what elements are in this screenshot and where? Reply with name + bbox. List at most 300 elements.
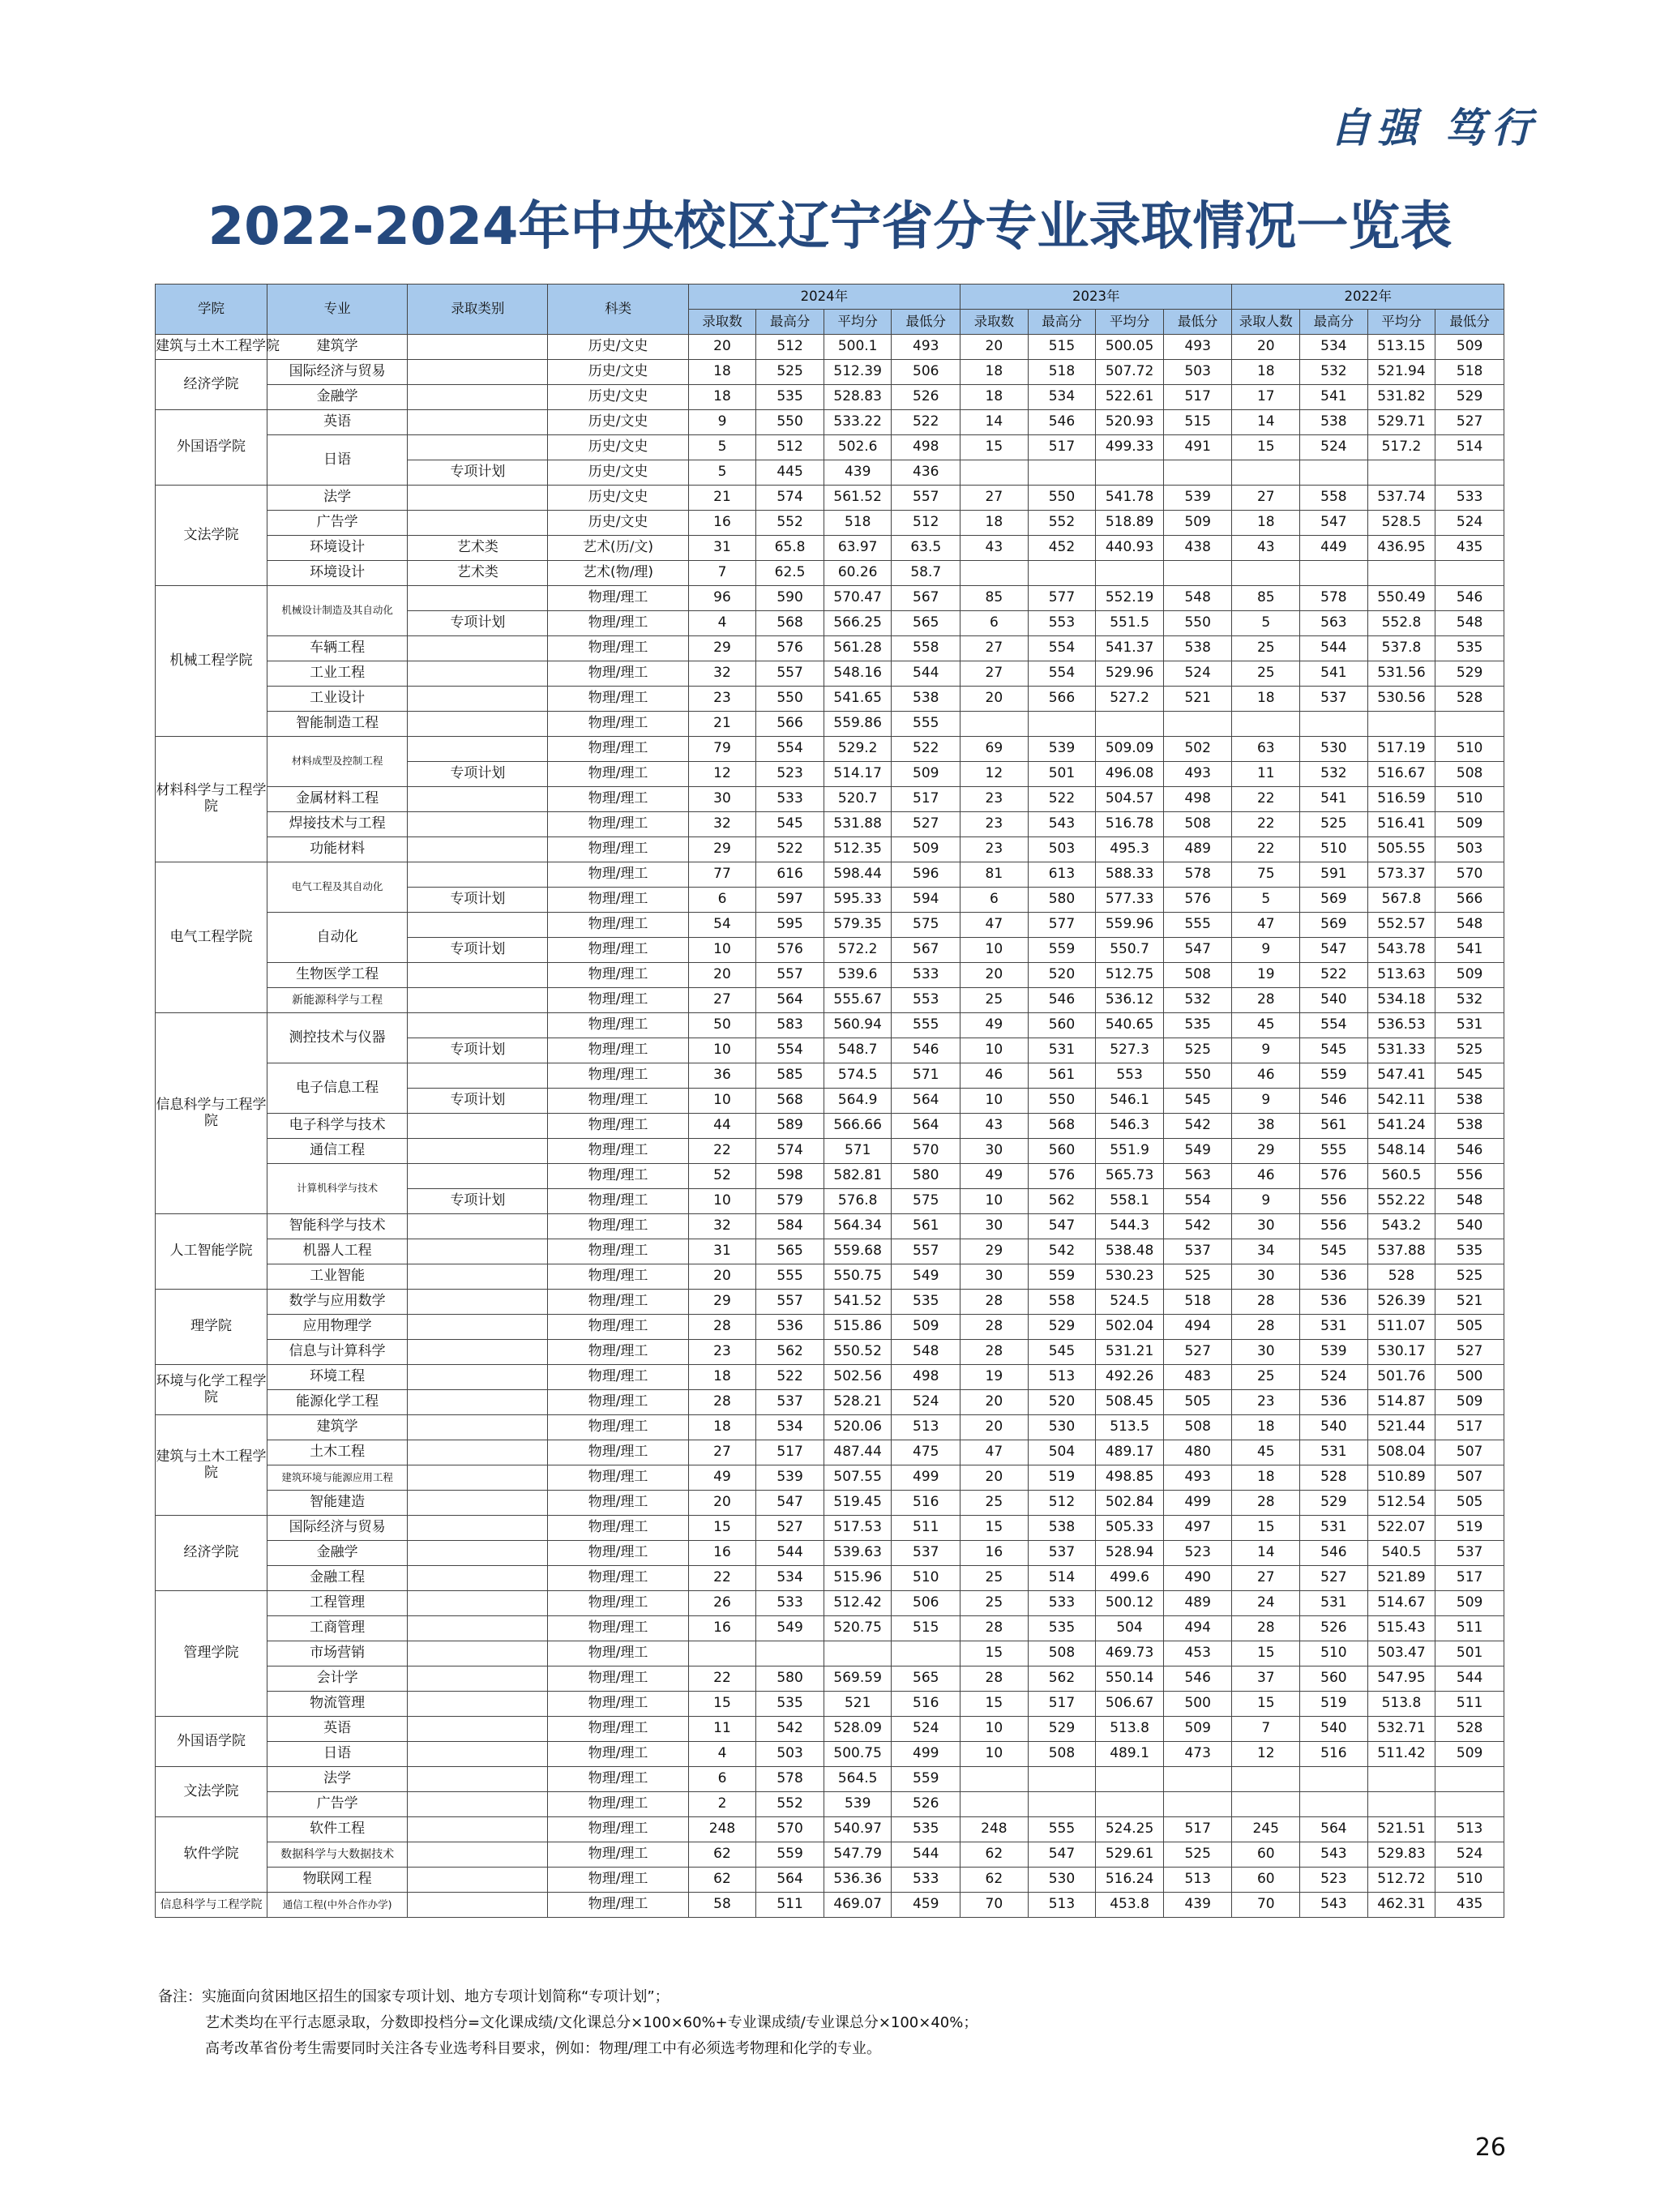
y24-avg-cell: 560.94 — [824, 1013, 892, 1038]
major-cell: 车辆工程 — [267, 636, 407, 661]
y24-min-cell: 555 — [892, 712, 960, 737]
y24-avg-cell: 536.36 — [824, 1868, 892, 1893]
y22-avg-cell: 526.39 — [1367, 1290, 1435, 1315]
subject-cell: 物理/理工 — [548, 1013, 688, 1038]
category-cell — [408, 385, 548, 410]
table-row — [156, 1440, 1504, 1465]
y23-count-cell: 28 — [960, 1290, 1029, 1315]
y24-avg-cell: 576.8 — [824, 1189, 892, 1214]
y24-min-cell: 548 — [892, 1340, 960, 1365]
y24-count-cell: 32 — [688, 661, 756, 687]
y24-max-cell: 517 — [756, 1440, 824, 1465]
y23-avg-cell: 516.78 — [1096, 812, 1164, 837]
y24-max-cell: 62.5 — [756, 561, 824, 586]
y23-max-cell: 535 — [1028, 1616, 1096, 1641]
y24-count-cell: 18 — [688, 1365, 756, 1390]
y22-max-cell: 554 — [1300, 1013, 1368, 1038]
y23-min-cell: 493 — [1163, 762, 1232, 787]
table-row — [156, 812, 1504, 837]
y24-min-cell: 506 — [892, 360, 960, 385]
y23-min-cell: 549 — [1163, 1139, 1232, 1164]
subject-cell: 物理/理工 — [548, 1616, 688, 1641]
y22-count-cell: 15 — [1232, 1692, 1300, 1717]
y23-avg-cell: 489.17 — [1096, 1440, 1164, 1465]
y22-avg-cell — [1367, 712, 1435, 737]
y22-avg-cell: 528 — [1367, 1264, 1435, 1290]
y24-count-cell: 36 — [688, 1063, 756, 1089]
y23-max-cell: 513 — [1028, 1365, 1096, 1390]
y22-count-cell: 28 — [1232, 988, 1300, 1013]
y24-count-cell: 21 — [688, 712, 756, 737]
category-cell: 专项计划 — [408, 888, 548, 913]
major-cell: 自动化 — [267, 913, 407, 963]
subject-cell: 物理/理工 — [548, 938, 688, 963]
major-cell: 材料成型及控制工程 — [267, 737, 407, 787]
y23-avg-cell: 492.26 — [1096, 1365, 1164, 1390]
y23-max-cell: 558 — [1028, 1290, 1096, 1315]
y23-min-cell: 539 — [1163, 486, 1232, 511]
y22-count-cell: 38 — [1232, 1114, 1300, 1139]
y22-count-cell: 5 — [1232, 888, 1300, 913]
y23-max-cell: 529 — [1028, 1717, 1096, 1742]
y22-avg-cell: 536.53 — [1367, 1013, 1435, 1038]
table-row — [156, 335, 1504, 360]
subject-cell: 物理/理工 — [548, 1491, 688, 1516]
y22-count-cell: 27 — [1232, 1566, 1300, 1591]
y24-count-cell: 20 — [688, 1264, 756, 1290]
y24-max-cell: 539 — [756, 1465, 824, 1491]
table-row — [156, 1767, 1504, 1792]
major-cell: 工商管理 — [267, 1616, 407, 1641]
category-cell — [408, 862, 548, 888]
y22-max-cell: 545 — [1300, 1239, 1368, 1264]
y24-count-cell: 10 — [688, 1038, 756, 1063]
y23-max-cell: 560 — [1028, 1139, 1096, 1164]
y24-count-cell: 16 — [688, 1616, 756, 1641]
y22-max-cell: 530 — [1300, 737, 1368, 762]
y22-max-cell: 541 — [1300, 661, 1368, 687]
y22-avg-cell — [1367, 1792, 1435, 1817]
table-row — [156, 1566, 1504, 1591]
category-cell — [408, 1415, 548, 1440]
y24-max-cell: 570 — [756, 1817, 824, 1842]
major-cell: 金属材料工程 — [267, 787, 407, 812]
y23-avg-cell: 551.5 — [1096, 611, 1164, 636]
subject-cell: 物理/理工 — [548, 1893, 688, 1918]
table-row — [156, 1290, 1504, 1315]
y23-avg-cell: 506.67 — [1096, 1692, 1164, 1717]
category-cell: 专项计划 — [408, 1089, 548, 1114]
y23-count-cell: 16 — [960, 1541, 1029, 1566]
y24-max-cell: 616 — [756, 862, 824, 888]
y22-min-cell: 544 — [1435, 1666, 1504, 1692]
y22-avg-cell: 508.04 — [1367, 1440, 1435, 1465]
y22-avg-cell: 552.57 — [1367, 913, 1435, 938]
subject-cell: 物理/理工 — [548, 1390, 688, 1415]
y22-max-cell: 563 — [1300, 611, 1368, 636]
major-cell: 土木工程 — [267, 1440, 407, 1465]
y22-max-cell: 546 — [1300, 1541, 1368, 1566]
y22-min-cell: 509 — [1435, 963, 1504, 988]
y22-min-cell: 511 — [1435, 1616, 1504, 1641]
header-year-2022: 2022年 — [1232, 285, 1504, 310]
subject-cell: 物理/理工 — [548, 1742, 688, 1767]
table-row — [156, 913, 1504, 938]
y22-max-cell: 525 — [1300, 812, 1368, 837]
y22-max-cell: 528 — [1300, 1465, 1368, 1491]
y24-count-cell: 18 — [688, 385, 756, 410]
y24-count-cell: 28 — [688, 1315, 756, 1340]
y24-count-cell: 44 — [688, 1114, 756, 1139]
subject-cell: 物理/理工 — [548, 1591, 688, 1616]
category-cell — [408, 586, 548, 611]
category-cell — [408, 1666, 548, 1692]
y22-avg-cell: 552.22 — [1367, 1189, 1435, 1214]
y23-max-cell: 538 — [1028, 1516, 1096, 1541]
y24-min-cell: 596 — [892, 862, 960, 888]
y23-max-cell: 552 — [1028, 511, 1096, 536]
y22-count-cell: 5 — [1232, 611, 1300, 636]
category-cell — [408, 1465, 548, 1491]
y22-count-cell: 29 — [1232, 1139, 1300, 1164]
y24-max-cell: 585 — [756, 1063, 824, 1089]
major-cell: 金融学 — [267, 1541, 407, 1566]
y22-count-cell: 18 — [1232, 1415, 1300, 1440]
y24-max-cell: 554 — [756, 1038, 824, 1063]
y23-min-cell: 502 — [1163, 737, 1232, 762]
y24-count-cell: 10 — [688, 938, 756, 963]
y23-min-cell: 527 — [1163, 1340, 1232, 1365]
major-cell: 广告学 — [267, 511, 407, 536]
y24-min-cell: 544 — [892, 1842, 960, 1868]
y23-avg-cell: 499.6 — [1096, 1566, 1164, 1591]
y24-min-cell: 509 — [892, 1315, 960, 1340]
y24-min-cell: 580 — [892, 1164, 960, 1189]
y22-min-cell: 529 — [1435, 661, 1504, 687]
y24-avg-cell: 561.28 — [824, 636, 892, 661]
y23-count-cell: 19 — [960, 1365, 1029, 1390]
category-cell — [408, 1817, 548, 1842]
y24-avg-cell: 519.45 — [824, 1491, 892, 1516]
category-cell — [408, 687, 548, 712]
y23-min-cell: 542 — [1163, 1114, 1232, 1139]
y23-avg-cell — [1096, 1767, 1164, 1792]
subject-cell: 物理/理工 — [548, 862, 688, 888]
table-row — [156, 1139, 1504, 1164]
y23-min-cell: 499 — [1163, 1491, 1232, 1516]
category-cell — [408, 335, 548, 360]
y22-avg-cell: 521.44 — [1367, 1415, 1435, 1440]
subject-cell: 物理/理工 — [548, 787, 688, 812]
y24-avg-cell: 487.44 — [824, 1440, 892, 1465]
y22-min-cell: 538 — [1435, 1114, 1504, 1139]
major-cell: 广告学 — [267, 1792, 407, 1817]
y22-avg-cell: 501.76 — [1367, 1365, 1435, 1390]
subject-cell: 物理/理工 — [548, 1415, 688, 1440]
y24-count-cell: 22 — [688, 1139, 756, 1164]
y23-min-cell: 523 — [1163, 1541, 1232, 1566]
y23-min-cell: 480 — [1163, 1440, 1232, 1465]
y22-min-cell: 518 — [1435, 360, 1504, 385]
y22-max-cell: 522 — [1300, 963, 1368, 988]
y24-count-cell: 62 — [688, 1842, 756, 1868]
y24-count-cell: 31 — [688, 1239, 756, 1264]
y24-avg-cell: 559.86 — [824, 712, 892, 737]
y22-avg-cell: 547.95 — [1367, 1666, 1435, 1692]
y24-max-cell: 555 — [756, 1264, 824, 1290]
y23-avg-cell: 528.94 — [1096, 1541, 1164, 1566]
college-cell: 机械工程学院 — [156, 586, 267, 737]
y24-max-cell: 511 — [756, 1893, 824, 1918]
y23-min-cell: 542 — [1163, 1214, 1232, 1239]
header-category: 录取类别 — [408, 285, 548, 335]
y23-max-cell: 613 — [1028, 862, 1096, 888]
subject-cell: 物理/理工 — [548, 1315, 688, 1340]
table-row — [156, 1013, 1504, 1038]
y23-max-cell: 562 — [1028, 1189, 1096, 1214]
y22-avg-cell: 529.83 — [1367, 1842, 1435, 1868]
y23-min-cell: 537 — [1163, 1239, 1232, 1264]
y23-min-cell — [1163, 460, 1232, 486]
y23-min-cell: 525 — [1163, 1038, 1232, 1063]
subject-cell: 物理/理工 — [548, 1365, 688, 1390]
y22-count-cell: 14 — [1232, 1541, 1300, 1566]
college-cell: 建筑与土木工程学院 — [156, 335, 267, 360]
y23-min-cell: 438 — [1163, 536, 1232, 561]
y24-count-cell: 11 — [688, 1717, 756, 1742]
y24-avg-cell: 502.56 — [824, 1365, 892, 1390]
y24-avg-cell: 439 — [824, 460, 892, 486]
header-2023-count: 录取数 — [960, 310, 1029, 335]
y24-count-cell: 27 — [688, 988, 756, 1013]
y23-count-cell: 18 — [960, 360, 1029, 385]
y24-avg-cell: 512.35 — [824, 837, 892, 862]
y24-max-cell: 568 — [756, 1089, 824, 1114]
y22-min-cell: 525 — [1435, 1264, 1504, 1290]
y24-count-cell: 62 — [688, 1868, 756, 1893]
y24-max-cell: 536 — [756, 1315, 824, 1340]
y23-max-cell: 545 — [1028, 1340, 1096, 1365]
y24-count-cell: 2 — [688, 1792, 756, 1817]
y23-count-cell: 23 — [960, 787, 1029, 812]
category-cell — [408, 511, 548, 536]
y23-avg-cell: 520.93 — [1096, 410, 1164, 435]
category-cell: 专项计划 — [408, 1038, 548, 1063]
y23-max-cell: 520 — [1028, 963, 1096, 988]
table-row — [156, 1365, 1504, 1390]
y23-min-cell: 439 — [1163, 1893, 1232, 1918]
y24-avg-cell: 500.75 — [824, 1742, 892, 1767]
y22-max-cell: 531 — [1300, 1591, 1368, 1616]
y24-avg-cell: 469.07 — [824, 1893, 892, 1918]
y23-count-cell: 10 — [960, 1038, 1029, 1063]
y24-min-cell: 537 — [892, 1541, 960, 1566]
y23-min-cell: 576 — [1163, 888, 1232, 913]
y23-count-cell: 70 — [960, 1893, 1029, 1918]
subject-cell: 物理/理工 — [548, 1541, 688, 1566]
table-row — [156, 561, 1504, 586]
category-cell — [408, 1340, 548, 1365]
subject-cell: 物理/理工 — [548, 1264, 688, 1290]
y22-min-cell: 517 — [1435, 1566, 1504, 1591]
y22-max-cell — [1300, 712, 1368, 737]
y24-min-cell: 512 — [892, 511, 960, 536]
y22-max-cell: 543 — [1300, 1893, 1368, 1918]
y23-min-cell: 550 — [1163, 611, 1232, 636]
y23-min-cell — [1163, 561, 1232, 586]
y23-max-cell: 530 — [1028, 1415, 1096, 1440]
table-row — [156, 862, 1504, 888]
category-cell — [408, 1114, 548, 1139]
category-cell — [408, 1641, 548, 1666]
subject-cell: 物理/理工 — [548, 1038, 688, 1063]
y23-min-cell: 497 — [1163, 1516, 1232, 1541]
y23-max-cell: 517 — [1028, 1692, 1096, 1717]
y22-count-cell: 15 — [1232, 1516, 1300, 1541]
y22-max-cell: 547 — [1300, 938, 1368, 963]
y23-max-cell — [1028, 1792, 1096, 1817]
y23-avg-cell: 553 — [1096, 1063, 1164, 1089]
y23-min-cell: 518 — [1163, 1290, 1232, 1315]
subject-cell: 物理/理工 — [548, 762, 688, 787]
y23-avg-cell: 453.8 — [1096, 1893, 1164, 1918]
table-row — [156, 1390, 1504, 1415]
y24-avg-cell: 515.86 — [824, 1315, 892, 1340]
category-cell — [408, 963, 548, 988]
y22-max-cell: 534 — [1300, 335, 1368, 360]
y22-count-cell: 22 — [1232, 837, 1300, 862]
y24-max-cell: 547 — [756, 1491, 824, 1516]
y24-min-cell: 527 — [892, 812, 960, 837]
y24-max-cell: 527 — [756, 1516, 824, 1541]
y22-min-cell: 509 — [1435, 335, 1504, 360]
y24-avg-cell: 528.09 — [824, 1717, 892, 1742]
y24-max-cell: 535 — [756, 1692, 824, 1717]
major-cell: 数据科学与大数据技术 — [267, 1842, 407, 1868]
y23-max-cell: 504 — [1028, 1440, 1096, 1465]
y24-max-cell: 534 — [756, 1415, 824, 1440]
y24-min-cell: 533 — [892, 963, 960, 988]
y24-max-cell: 574 — [756, 1139, 824, 1164]
table-row — [156, 737, 1504, 762]
y22-max-cell — [1300, 1767, 1368, 1792]
y23-max-cell: 554 — [1028, 661, 1096, 687]
y23-min-cell: 548 — [1163, 586, 1232, 611]
y24-min-cell: 459 — [892, 1893, 960, 1918]
y22-avg-cell: 436.95 — [1367, 536, 1435, 561]
page-number: 26 — [1474, 2133, 1506, 2162]
y22-avg-cell — [1367, 1767, 1435, 1792]
y23-min-cell: 515 — [1163, 410, 1232, 435]
y22-count-cell: 11 — [1232, 762, 1300, 787]
y24-min-cell: 557 — [892, 1239, 960, 1264]
y22-max-cell: 537 — [1300, 687, 1368, 712]
y22-max-cell: 540 — [1300, 988, 1368, 1013]
y22-max-cell: 532 — [1300, 762, 1368, 787]
y23-avg-cell: 512.75 — [1096, 963, 1164, 988]
y23-count-cell — [960, 712, 1029, 737]
category-cell: 艺术类 — [408, 561, 548, 586]
y24-max-cell: 544 — [756, 1541, 824, 1566]
table-row — [156, 1641, 1504, 1666]
y23-max-cell: 518 — [1028, 360, 1096, 385]
y23-avg-cell: 502.84 — [1096, 1491, 1164, 1516]
major-cell: 应用物理学 — [267, 1315, 407, 1340]
y22-avg-cell: 513.63 — [1367, 963, 1435, 988]
y23-count-cell: 47 — [960, 913, 1029, 938]
y24-avg-cell: 555.67 — [824, 988, 892, 1013]
y24-count-cell: 50 — [688, 1013, 756, 1038]
y24-avg-cell: 528.83 — [824, 385, 892, 410]
y23-count-cell: 28 — [960, 1666, 1029, 1692]
y23-count-cell: 28 — [960, 1315, 1029, 1340]
y24-min-cell: 533 — [892, 1868, 960, 1893]
category-cell: 专项计划 — [408, 938, 548, 963]
y22-max-cell: 536 — [1300, 1390, 1368, 1415]
subject-cell: 物理/理工 — [548, 1139, 688, 1164]
y24-min-cell: 516 — [892, 1491, 960, 1516]
y24-min-cell: 522 — [892, 410, 960, 435]
table-row — [156, 963, 1504, 988]
y22-avg-cell: 548.14 — [1367, 1139, 1435, 1164]
y23-count-cell: 20 — [960, 1465, 1029, 1491]
y24-min-cell: 475 — [892, 1440, 960, 1465]
y24-min-cell: 499 — [892, 1742, 960, 1767]
y23-min-cell: 508 — [1163, 1415, 1232, 1440]
y23-max-cell: 554 — [1028, 636, 1096, 661]
y23-max-cell: 562 — [1028, 1666, 1096, 1692]
y23-count-cell: 30 — [960, 1139, 1029, 1164]
y24-count-cell: 7 — [688, 561, 756, 586]
y23-max-cell: 520 — [1028, 1390, 1096, 1415]
y22-max-cell: 539 — [1300, 1340, 1368, 1365]
subject-cell: 历史/文史 — [548, 511, 688, 536]
y24-min-cell: 564 — [892, 1089, 960, 1114]
y24-max-cell: 597 — [756, 888, 824, 913]
subject-cell: 物理/理工 — [548, 1063, 688, 1089]
y24-max-cell: 535 — [756, 385, 824, 410]
y24-count-cell: 15 — [688, 1516, 756, 1541]
y23-max-cell: 519 — [1028, 1465, 1096, 1491]
motto-logo: 自强 笃行 — [1329, 104, 1538, 152]
major-cell: 环境设计 — [267, 536, 407, 561]
y22-max-cell — [1300, 460, 1368, 486]
subject-cell: 历史/文史 — [548, 335, 688, 360]
category-cell — [408, 1717, 548, 1742]
y24-avg-cell: 520.06 — [824, 1415, 892, 1440]
category-cell — [408, 1063, 548, 1089]
y22-count-cell: 28 — [1232, 1290, 1300, 1315]
major-cell: 工业设计 — [267, 687, 407, 712]
y22-max-cell: 591 — [1300, 862, 1368, 888]
y22-avg-cell: 537.88 — [1367, 1239, 1435, 1264]
y24-avg-cell: 598.44 — [824, 862, 892, 888]
y24-avg-cell: 541.65 — [824, 687, 892, 712]
y23-min-cell — [1163, 1792, 1232, 1817]
y22-avg-cell: 560.5 — [1367, 1164, 1435, 1189]
y23-min-cell: 554 — [1163, 1189, 1232, 1214]
y23-avg-cell: 529.61 — [1096, 1842, 1164, 1868]
y22-min-cell: 524 — [1435, 1842, 1504, 1868]
y22-min-cell: 528 — [1435, 687, 1504, 712]
y22-max-cell: 526 — [1300, 1616, 1368, 1641]
y23-avg-cell: 440.93 — [1096, 536, 1164, 561]
y23-avg-cell — [1096, 561, 1164, 586]
y22-min-cell: 546 — [1435, 586, 1504, 611]
y24-count-cell: 4 — [688, 1742, 756, 1767]
y23-max-cell: 576 — [1028, 1164, 1096, 1189]
y22-avg-cell: 522.07 — [1367, 1516, 1435, 1541]
